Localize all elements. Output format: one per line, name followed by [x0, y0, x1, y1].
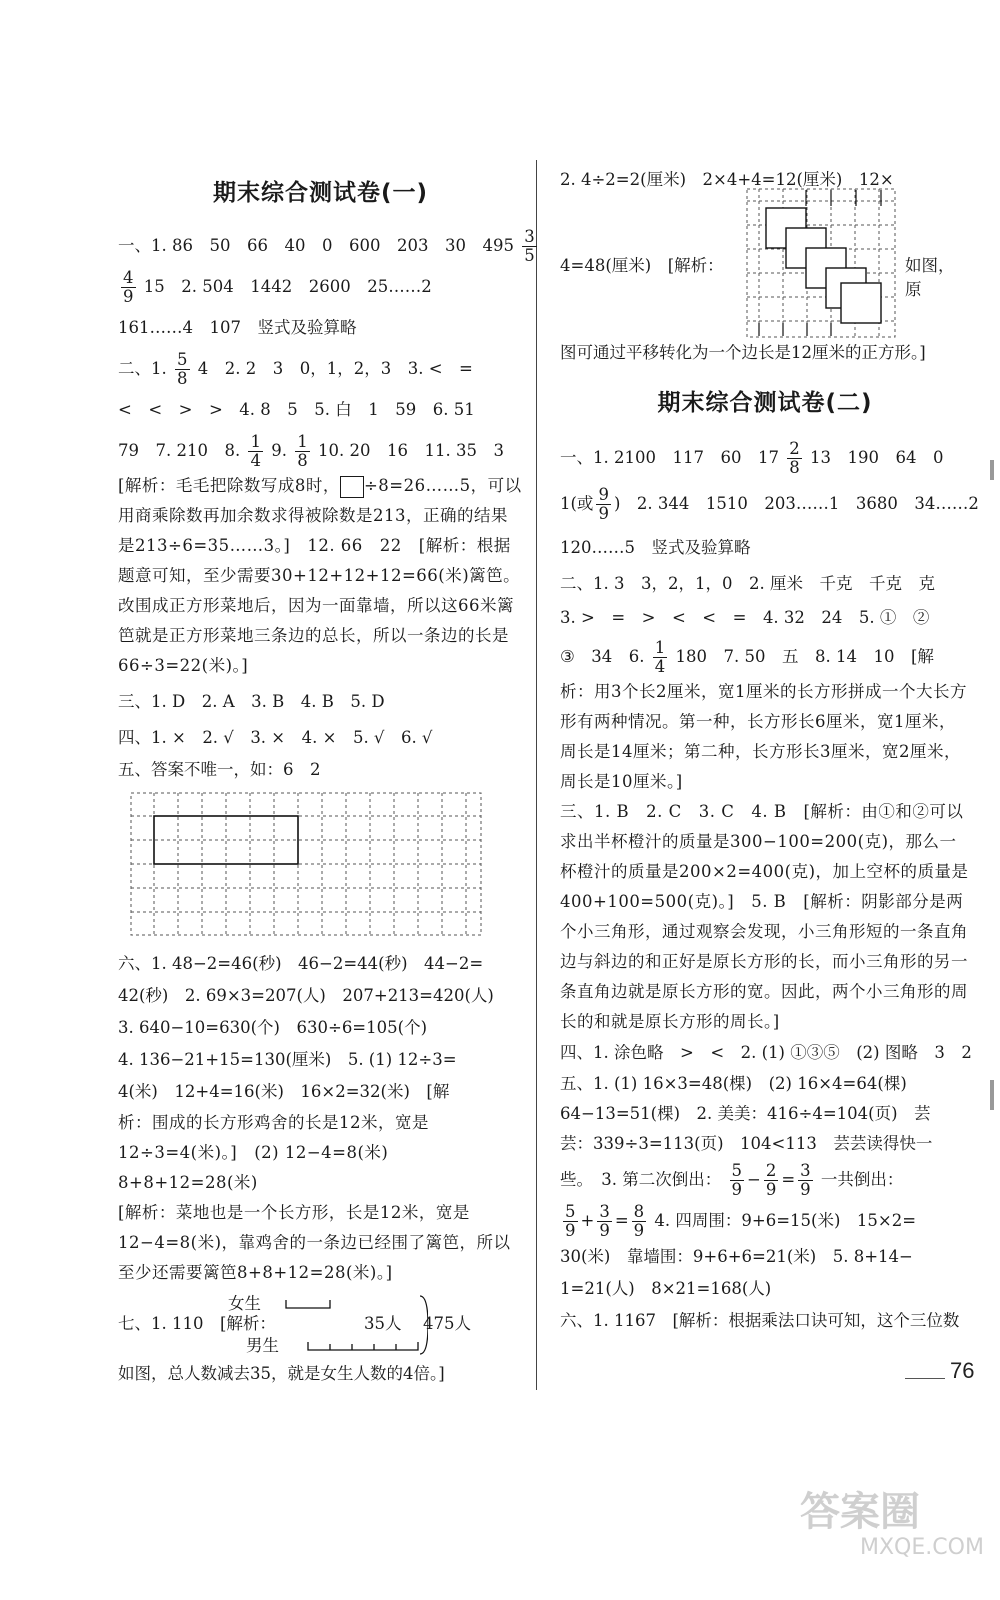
line-segment-diagram	[278, 1292, 428, 1358]
left-column	[118, 160, 535, 1390]
answer-line: 四、1. × 2. √ 3. × 4. × 5. √ 6. √	[118, 728, 433, 747]
answer-line: 三、1. D 2. A 3. B 4. B 5. D	[118, 692, 385, 711]
answer-line: $\frac{4}{9}$ 15 2. 504 1442 2600 25……2	[123, 268, 432, 306]
page-edge-mark	[990, 460, 994, 480]
page-number: 76	[950, 1358, 975, 1383]
answer-line: 一、1. 2100 117 60 17 $\frac{2}{8}$ 13 190 64 0	[560, 439, 944, 477]
answer-line: 64−13=51(棵) 2. 美美：416÷4=104(页) 芸	[560, 1104, 931, 1123]
fraction: $\frac{3}{9}$	[800, 1161, 811, 1199]
grid-rectangle-figure	[130, 792, 482, 936]
explanation-note: [解析：毛毛把除数写成8时， ÷8=26……5，可以用商乘除数再加余数求得被除数是213，正确的结果是213÷6=35……3。] 12. 66 22 [解析：根据题意可知，至少需要30+12+12+12=66(米)篱笆。改围成正方形菜地后，因为一面靠墙，所以这66米篱笆就是正方形菜地三条边的总长，所以一条边的长是66÷3=22(米)。]	[118, 476, 522, 675]
blank-box	[340, 476, 364, 498]
answer-line: 30(米) 靠墙围：9+6+6=21(米) 5. 8+14−	[560, 1247, 913, 1266]
fraction: $\frac{4}{9}$	[123, 268, 134, 306]
answer-line: 3. > = > < < = 4. 32 24 5. ① ②	[560, 608, 930, 627]
answer-line: 芸：339÷3=113(页) 104<113 芸芸读得快一	[560, 1134, 933, 1153]
dotted-grid-figure	[130, 792, 523, 940]
fraction: $\frac{1}{4}$	[654, 638, 666, 676]
fraction: $\frac{2}{8}$	[789, 439, 800, 477]
fraction: $\frac{3}{9}$	[599, 1202, 610, 1240]
answer-line: 四、1. 涂色略 > < 2. (1) ①③⑤ (2) 图略 3 2	[560, 1043, 972, 1062]
answer-line: ③ 34 6. $\frac{1}{4}$ 180 7. 50 五 8. 14 10 [解	[560, 638, 934, 676]
test-title-2: 期末综合测试卷(二)	[657, 390, 873, 416]
fraction: $\frac{9}{9}$	[598, 485, 609, 523]
diff-label: 35人	[364, 1314, 402, 1333]
fraction: $\frac{5}{9}$	[565, 1202, 576, 1240]
answer-line: 1=21(人) 8×21=168(人)	[560, 1279, 772, 1298]
explanation-note: 析：用3个长2厘米，宽1厘米的长方形拼成一个大长方形有两种情况。第一种，长方形长6厘米，宽1厘米，周长是14厘米；第二种，长方形长3厘米，宽2厘米，周长是10厘米。]	[560, 682, 967, 791]
watermark-url: MXQE.COM	[860, 1535, 984, 1560]
page-edge-mark	[990, 1080, 994, 1110]
test-title-1: 期末综合测试卷(一)	[212, 180, 429, 206]
square-figure-block: 2. 4÷2=2(厘米) 2×4+4=12(厘米) 12× 4=48(厘米) [解析： 如图，原 图可通过平移转化为一个边长是12厘米的正方形。]	[560, 170, 955, 362]
column-divider	[536, 160, 537, 1390]
answer-line: 3. 640−10=630(个) 630÷6=105(个)	[118, 1018, 428, 1037]
fraction: $\frac{1}{4}$	[250, 432, 261, 470]
answer-line: 五、1. (1) 16×3=48(棵) (2) 16×4=64(棵)	[560, 1074, 907, 1093]
answer-line: 120……5 竖式及验算略	[560, 538, 751, 557]
right-column	[560, 160, 979, 1337]
answer-line: 4. 136−21+15=130(厘米) 5. (1) 12÷3=	[118, 1050, 457, 1069]
explanation-note: 三、1. B 2. C 3. C 4. B [解析：由①和②可以求出半杯橙汁的质量是300−100=200(克)，那么一杯橙汁的质量是200×2=400(克)，加上空杯的质量是400+100=500(克)。] 5. B [解析：阴影部分是两个小三角形，通过观察会发现，小三角形短的一条直角边与斜边的和正好是原长方形的长，而小三角形的另一条直角边就是原长方形的宽。因此，两个小三角形的周长的和就是原长方形的周长。]	[560, 802, 969, 1031]
answer-line: 二、1. $\frac{5}{8}$ 4 2. 2 3 0，1，2，3 3. < =	[118, 350, 473, 388]
answer-line: 些。 3. 第二次倒出： $\frac{5}{9}$ − $\frac{2}{9}$ = $\frac{3}{9}$ 一共倒出：	[560, 1161, 904, 1199]
answer-line: 五、答案不唯一，如：6 2	[118, 760, 321, 779]
page-number-rule	[905, 1378, 945, 1379]
answer-line: 79 7. 210 8. $\frac{1}{4}$ 9. $\frac{1}{8}$ 10. 20 16 11. 35 3	[118, 432, 504, 470]
total-label: 475人	[423, 1314, 471, 1333]
line-segment-diagram-block: 七、1. 110 [解析： 女生 男生 35人 475人	[118, 1288, 523, 1358]
boys-label: 男生	[246, 1336, 279, 1355]
watermark-logo: 答案圈	[800, 1489, 920, 1535]
answer-line: 六、1. 1167 [解析：根据乘法口诀可知，这个三位数	[560, 1311, 960, 1330]
answer-line: 二、1. 3 3，2，1，0 2. 厘米 千克 千克 克	[560, 574, 935, 593]
fraction: $\frac{8}{9}$	[633, 1202, 645, 1240]
answer-line: 161……4 107 竖式及验算略	[118, 318, 357, 337]
girls-label: 女生	[228, 1294, 261, 1313]
answer-line: 42(秒) 2. 69×3=207(人) 207+213=420(人)	[118, 986, 494, 1005]
explanation-note: [解析：菜地也是一个长方形，长是12米，宽是12−4=8(米)，靠鸡舍的一条边已经围了篱笆，所以至少还需要篱笆8+8+12=28(米)。]	[118, 1203, 511, 1282]
answer-line: < < > > 4. 8 5 5. 白 1 59 6. 51	[118, 400, 475, 419]
answer-line: 1(或 $\frac{9}{9}$ ) 2. 344 1510 203……1 3680 34……2	[560, 485, 979, 523]
answer-line: $\frac{5}{9}$ + $\frac{3}{9}$ = $\frac{8}{9}$ 4. 四周围：9+6=15(米) 15×2=	[565, 1202, 917, 1240]
fraction: $\frac{5}{9}$	[731, 1161, 742, 1199]
fraction: $\frac{2}{9}$	[765, 1161, 777, 1199]
answer-line: 一、1. 86 50 66 40 0 600 203 30 495 $\frac{3}{5}$	[118, 227, 535, 265]
fraction: $\frac{1}{8}$	[297, 432, 308, 470]
explanation-note: 析：围成的长方形鸡舍的长是12米，宽是12÷3=4(米)。] (2) 12−4=8(米) 8+8+12=28(米)	[118, 1113, 429, 1192]
answer-line: 六、1. 48−2=46(秒) 46−2=44(秒) 44−2=	[118, 954, 484, 973]
answer-line: 如图，总人数减去35，就是女生人数的4倍。]	[118, 1364, 445, 1383]
fraction: $\frac{5}{8}$	[177, 350, 188, 388]
answer-line: 4(米) 12+4=16(米) 16×2=32(米) [解	[118, 1082, 450, 1101]
translation-square-figure	[746, 188, 896, 338]
fraction: $\frac{3}{5}$	[524, 227, 535, 265]
